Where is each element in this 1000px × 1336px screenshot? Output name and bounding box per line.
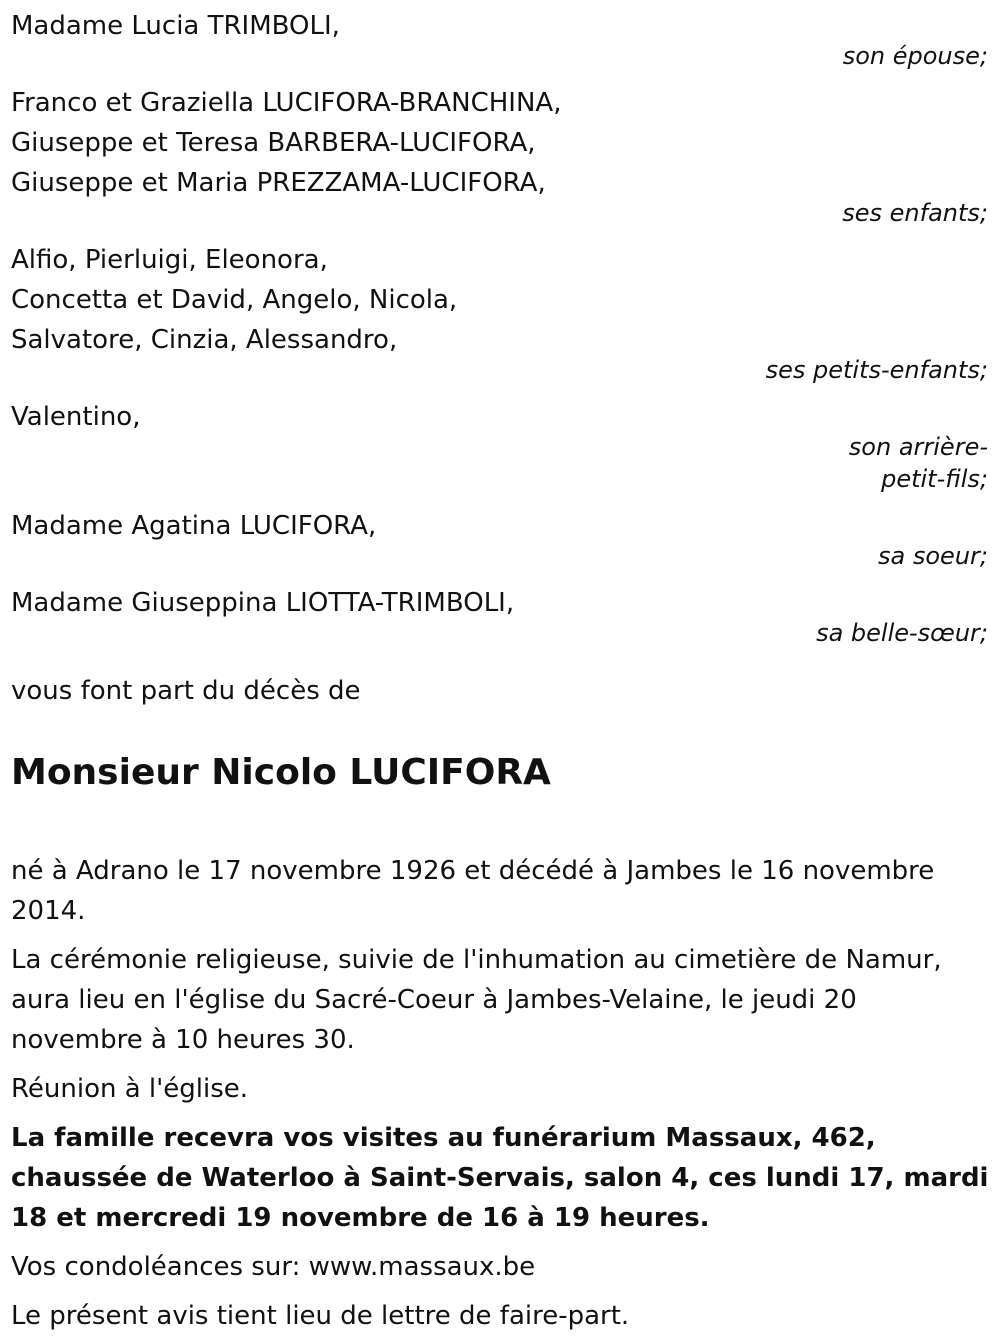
relation-text: ses enfants; [842, 199, 988, 227]
condolences-paragraph: Vos condoléances sur: www.massaux.be [11, 1252, 536, 1282]
relation-text: sa belle-sœur; [816, 619, 988, 647]
family-group-spouse [11, 6, 990, 72]
birth-death-paragraph: né à Adrano le 17 novembre 1926 et décédé à Jambes le 16 novembre 2014. [11, 856, 935, 926]
family-name-line: Giuseppe et Maria PREZZAMA-LUCIFORA, [11, 168, 546, 198]
notice-paragraph: Le présent avis tient lieu de lettre de faire-part. [11, 1301, 630, 1331]
ceremony-paragraph: La cérémonie religieuse, suivie de l'inhumation au cimetière de Namur, aura lieu en l'église du Sacré-Coeur à Jambes-Velaine, le jeudi 20 novembre à 10 heures 30. [11, 945, 942, 1055]
family-group-grandchildren [11, 240, 990, 386]
family-name-line: Giuseppe et Teresa BARBERA-LUCIFORA, [11, 128, 536, 158]
family-group-sister-in-law [11, 583, 990, 649]
relation-text: son arrière- [848, 433, 988, 461]
family-name-line: Franco et Graziella LUCIFORA-BRANCHINA, [11, 88, 562, 118]
relation-text: ses petits-enfants; [765, 356, 988, 384]
family-name-line: Valentino, [11, 402, 141, 432]
family-name-line: Madame Lucia TRIMBOLI, [11, 11, 340, 41]
family-group-sister [11, 506, 990, 572]
family-name-line: Salvatore, Cinzia, Alessandro, [11, 325, 398, 355]
obituary-notice [11, 6, 990, 1336]
family-group-children [11, 83, 990, 229]
family-name-line: Concetta et David, Angelo, Nicola, [11, 285, 458, 315]
family-name-line: Madame Agatina LUCIFORA, [11, 511, 377, 541]
family-name-line: Madame Giuseppina LIOTTA-TRIMBOLI, [11, 588, 515, 618]
relation-label [11, 431, 990, 495]
family-group-great-grandchild [11, 397, 990, 495]
relation-text: petit-fils; [881, 465, 988, 493]
meeting-paragraph: Réunion à l'église. [11, 1074, 249, 1104]
deceased-name: Monsieur Nicolo LUCIFORA [11, 752, 551, 793]
relation-text: sa soeur; [878, 542, 988, 570]
announcement-intro: vous font part du décès de [11, 676, 361, 706]
relation-text: son épouse; [842, 42, 988, 70]
family-name-line: Alfio, Pierluigi, Eleonora, [11, 245, 328, 275]
visits-paragraph: La famille recevra vos visites au funérarium Massaux, 462, chaussée de Waterloo à Saint-Servais, salon 4, ces lundi 17, mardi 18 et mercredi 19 novembre de 16 à 19 heures. [11, 1123, 989, 1233]
